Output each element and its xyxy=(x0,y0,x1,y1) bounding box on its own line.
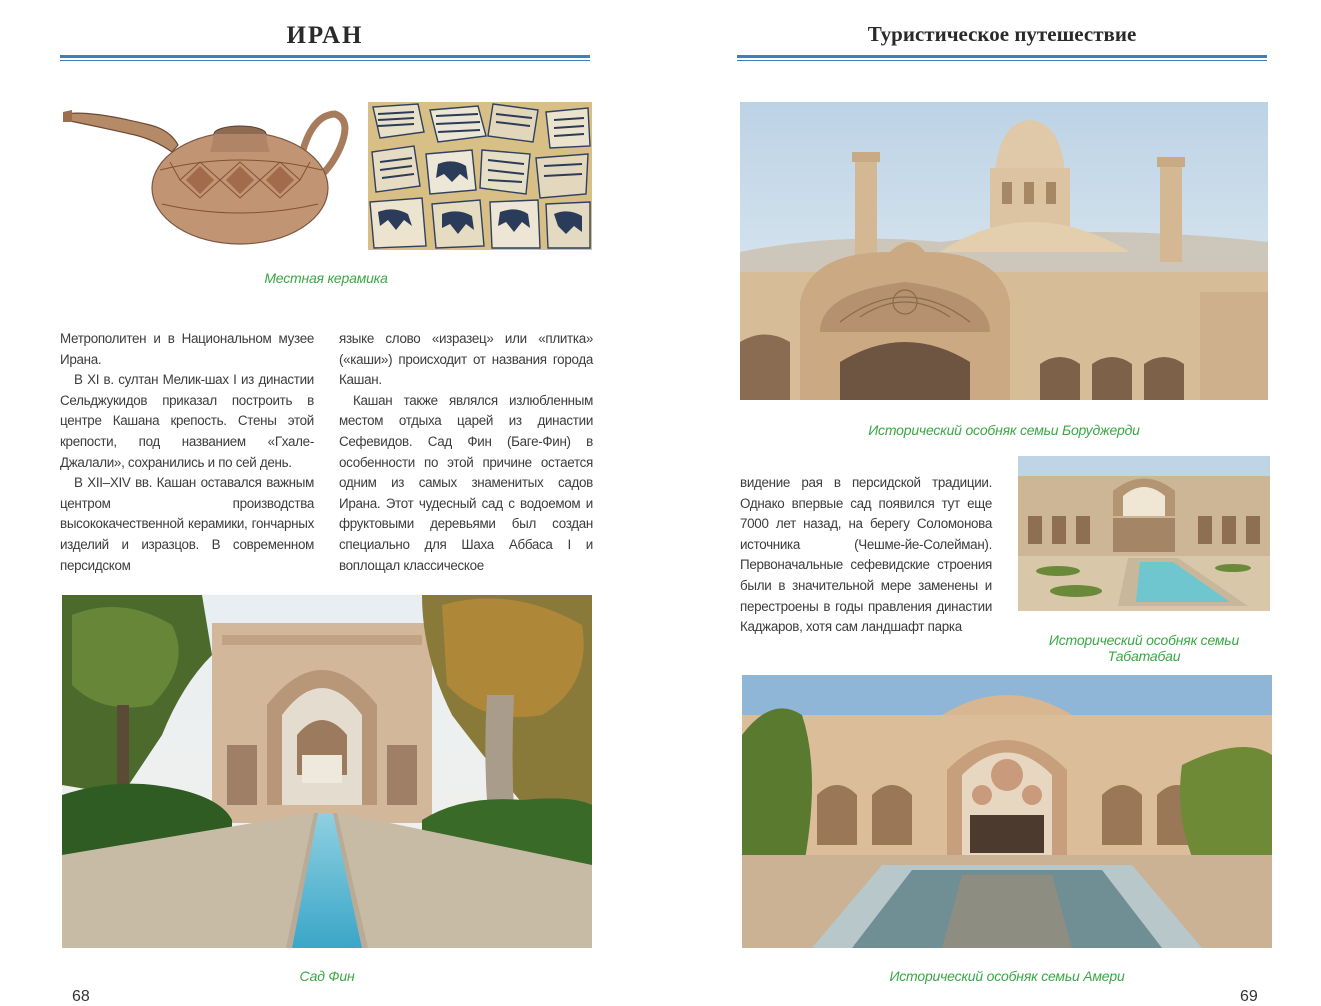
paragraph: В XI в. султан Мелик-шах I из династии Сельджукидов приказал построить в центре Кашана крепость. Стены этой крепости, под названием «Гхале-Джалали», сохранились и по сей день. xyxy=(60,372,314,470)
page-number-left: 68 xyxy=(72,988,90,1005)
caption-tabatabai: Исторический особняк семьи Табатабаи xyxy=(1048,632,1240,664)
paragraph: языке слово «изразец» или «плитка» («каши») происходит от названия города Кашан. xyxy=(339,331,593,388)
left-column-2 xyxy=(339,329,593,576)
caption-borujerdi: Исторический особняк семьи Боруджерди xyxy=(868,422,1140,438)
right-page xyxy=(660,0,1321,1005)
tabatabai-house-photo xyxy=(1018,456,1270,611)
pottery-shards-photo xyxy=(368,102,592,250)
ceramic-jug-photo xyxy=(60,100,350,250)
caption-ameri: Исторический особняк семьи Амери xyxy=(889,968,1125,984)
fin-garden-photo xyxy=(62,595,592,948)
left-column-1 xyxy=(60,329,314,576)
header-rule-left xyxy=(60,55,590,63)
right-column xyxy=(740,473,992,638)
header-rule-right xyxy=(737,55,1267,63)
paragraph: Метрополитен и в Национальном музее Ирана. xyxy=(60,331,314,367)
ameri-house-photo xyxy=(742,675,1272,948)
running-header-right: Туристическое путешествие xyxy=(867,22,1137,46)
borujerdi-house-photo xyxy=(740,102,1268,400)
running-header-left: ИРАН xyxy=(286,22,364,49)
caption-ceramics: Местная керамика xyxy=(264,270,388,286)
page-number-right: 69 xyxy=(1240,988,1258,1005)
left-page xyxy=(0,0,660,1005)
paragraph: Кашан также являлся излюбленным местом отдыха царей из династии Сефевидов. Сад Фин (Баге-Фин) в особенности по этой причине остается одним из самых знаменитых садов Ирана. Этот чудесный сад с водоемом и фруктовыми деревьями был создан специально для Шаха Аббаса I и воплощал классическое xyxy=(339,392,593,573)
paragraph: В XII–XIV вв. Кашан оставался важным центром производства высококачественной керамики, гончарных изделий и изразцов. В современном персидском xyxy=(60,475,314,573)
paragraph: видение рая в персидской традиции. Однако впервые сад появился тут еще 7000 лет назад, на берегу Соломонова источника (Чешме-йе-Солейман). Первоначальные сефевидские строения были в значительной мере заменены и перестроены в годы правления династии Каджаров, хотя сам ландшафт парка xyxy=(740,475,992,635)
caption-fin-garden: Сад Фин xyxy=(299,968,355,984)
